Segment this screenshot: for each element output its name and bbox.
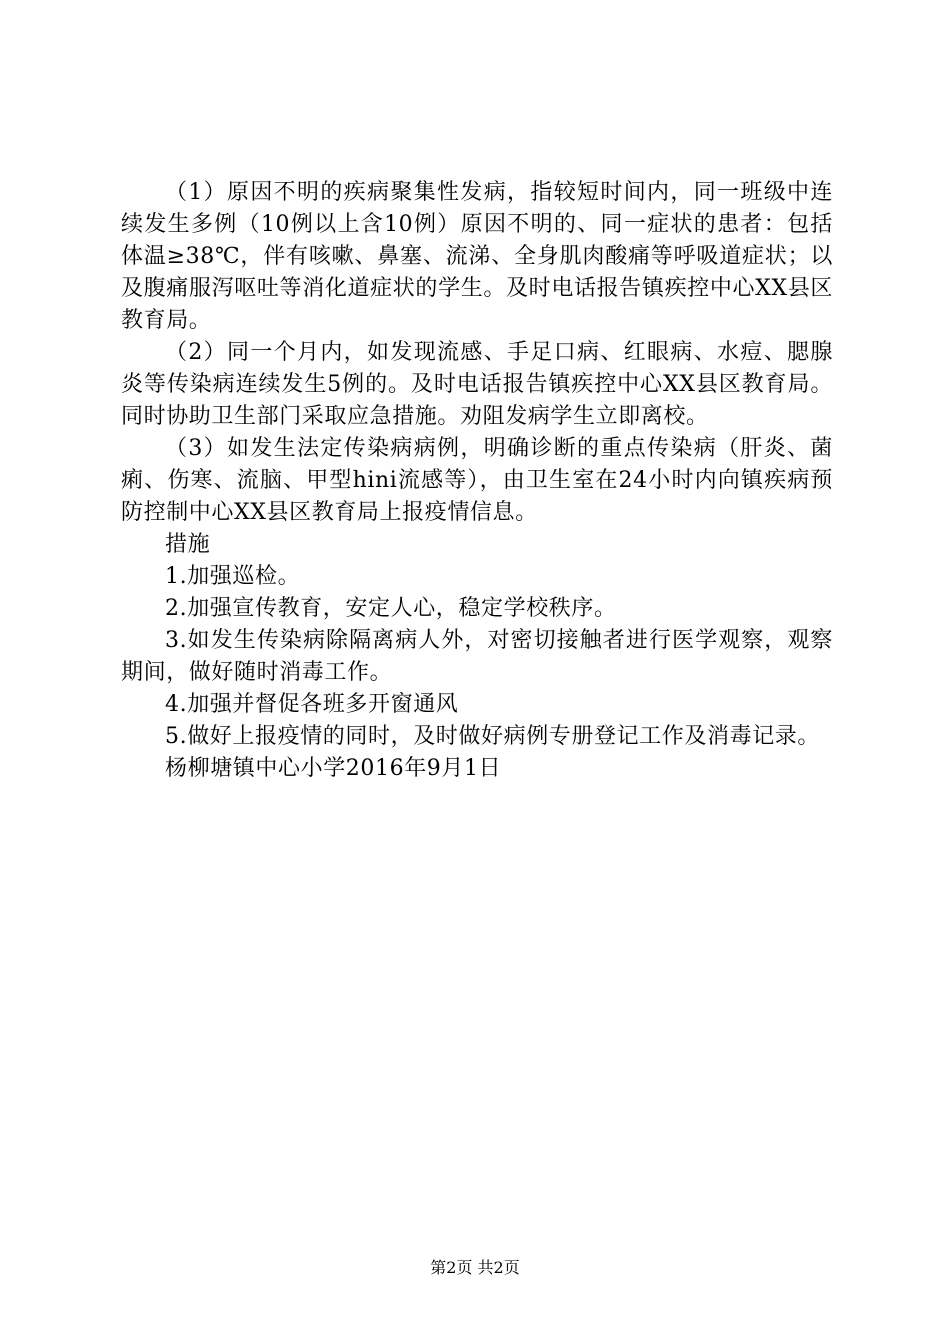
measure-item-5: 5.做好上报疫情的同时，及时做好病例专册登记工作及消毒记录。 <box>165 724 820 749</box>
paragraph-reporting-2: （2）同一个月内，如发现流感、手足口病、红眼病、水痘、腮腺炎等传染病连续发生5例的。及时电话报告镇疾控中心XX县区教育局。同时协助卫生部门采取应急措施。劝阻发病学生立即离校。 <box>121 340 833 429</box>
signature-line: 杨柳塘镇中心小学2016年9月1日 <box>165 756 502 781</box>
measure-item-2: 2.加强宣传教育，安定人心，稳定学校秩序。 <box>165 596 617 621</box>
section-heading-measures: 措施 <box>165 532 211 557</box>
document-body <box>121 177 833 785</box>
measure-item-1: 1.加强巡检。 <box>165 564 301 589</box>
paragraph-reporting-3: （3）如发生法定传染病病例，明确诊断的重点传染病（肝炎、菌痢、伤寒、流脑、甲型hini流感等），由卫生室在24小时内向镇疾病预防控制中心XX县区教育局上报疫情信息。 <box>121 436 833 525</box>
measure-item-3: 3.如发生传染病除隔离病人外，对密切接触者进行医学观察，观察期间，做好随时消毒工作。 <box>121 628 833 685</box>
page-number-footer: 第2页 共2页 <box>430 1258 520 1277</box>
measure-item-4: 4.加强并督促各班多开窗通风 <box>165 692 459 717</box>
paragraph-reporting-1: （1）原因不明的疾病聚集性发病，指较短时间内，同一班级中连续发生多例（10例以上含10例）原因不明的、同一症状的患者：包括体温≥38℃，伴有咳嗽、鼻塞、流涕、全身肌肉酸痛等呼吸道症状；以及腹痛服泻呕吐等消化道症状的学生。及时电话报告镇疾控中心XX县区教育局。 <box>121 180 833 333</box>
